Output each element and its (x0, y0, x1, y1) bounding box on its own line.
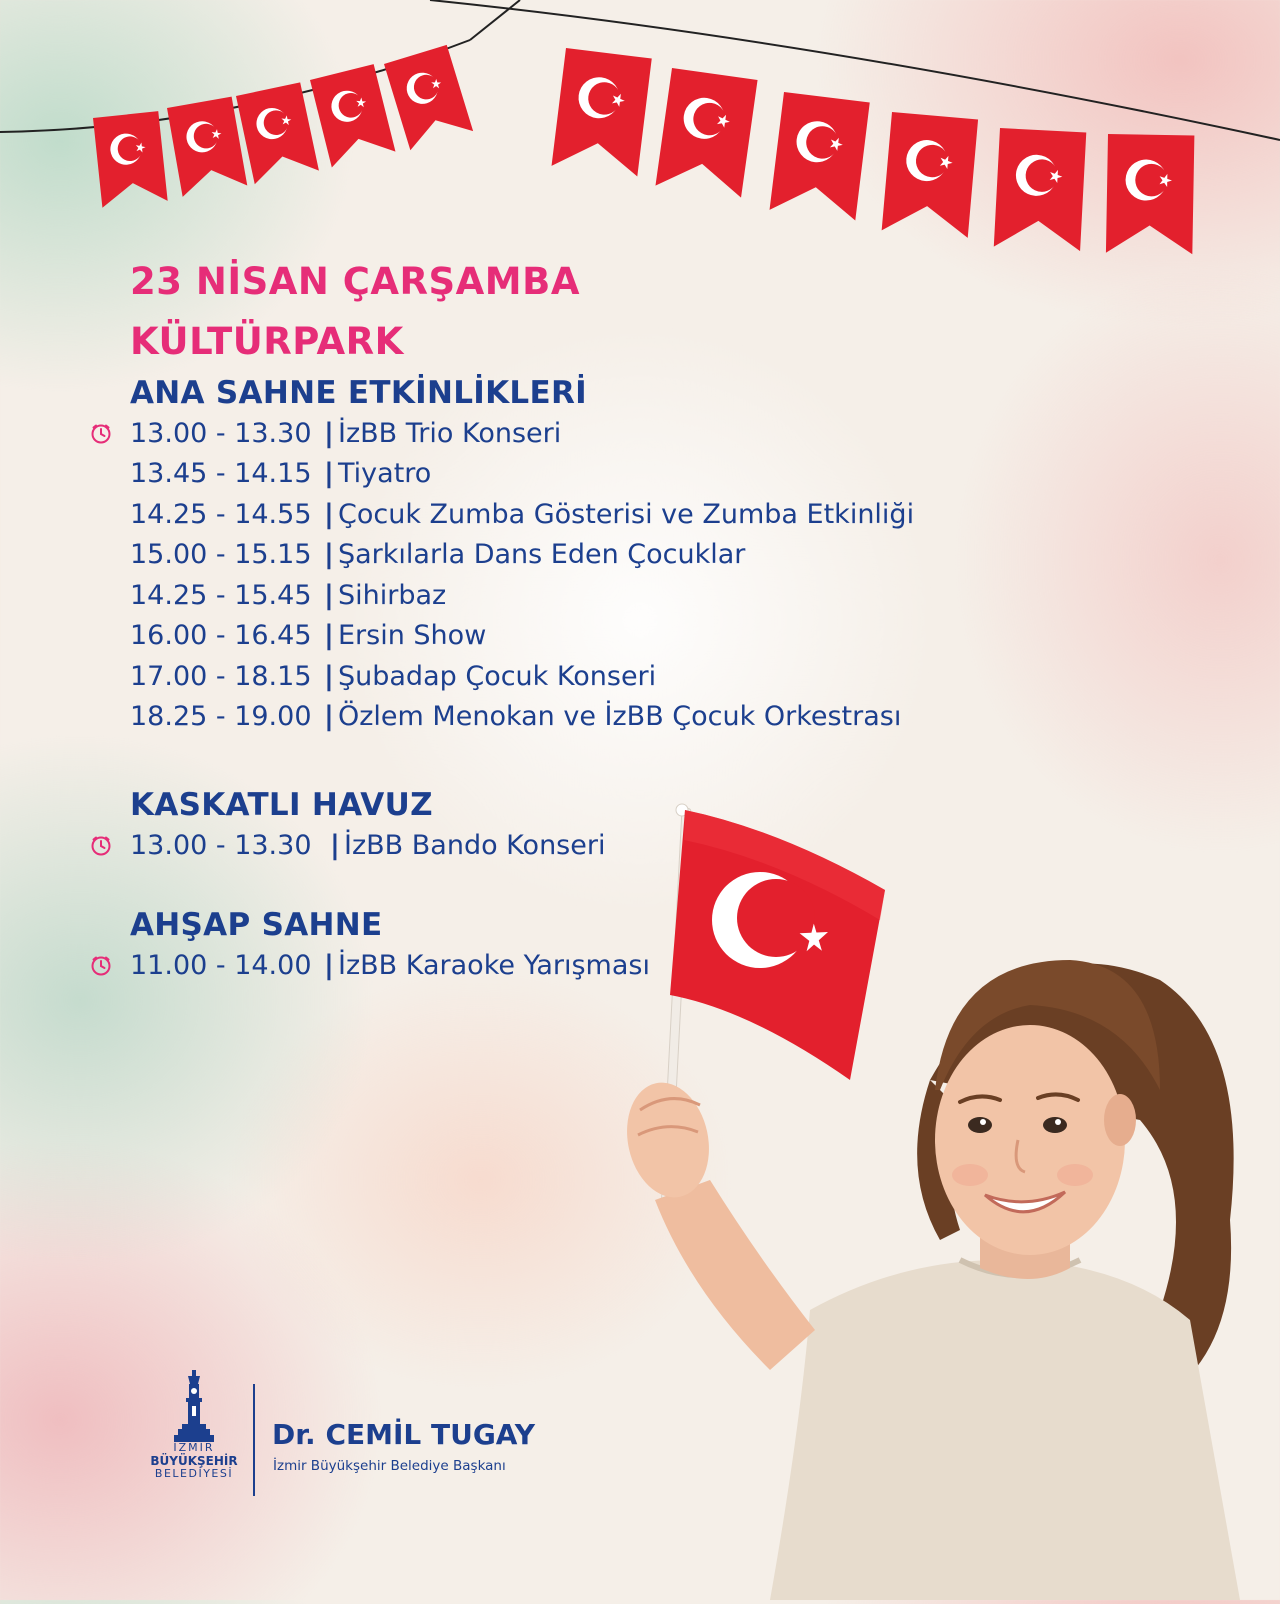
event-time: 16.00 - 16.45 (130, 620, 312, 652)
event-name: İzBB Bando Konseri (344, 829, 606, 861)
separator: | (324, 498, 334, 530)
clock-icon (90, 835, 112, 857)
event-time: 18.25 - 19.00 (130, 701, 312, 733)
mayor-title: İzmir Büyükşehir Belediye Başkanı (273, 1458, 506, 1474)
event-name: Şarkılarla Dans Eden Çocuklar (338, 539, 746, 571)
event-time: 14.25 - 14.55 (130, 498, 312, 530)
logo-text-belediyesi: BELEDİYESİ (154, 1467, 234, 1480)
separator: | (324, 458, 334, 490)
event-name: İzBB Trio Konseri (338, 417, 562, 449)
event-time: 14.25 - 15.45 (130, 579, 312, 611)
schedule-row (130, 535, 914, 576)
event-date: 23 NİSAN ÇARŞAMBA (130, 260, 580, 303)
separator: | (324, 620, 334, 652)
schedule-row (130, 697, 914, 738)
logo-text-buyuksehir: BÜYÜKŞEHİR (150, 1454, 238, 1468)
section-cascade-pool (130, 785, 605, 866)
event-time: 17.00 - 18.15 (130, 660, 312, 692)
section-wooden-stage (130, 905, 650, 986)
event-name: Ersin Show (338, 620, 487, 652)
child-with-flag-image (600, 790, 1280, 1600)
izmir-municipality-logo (140, 1370, 248, 1500)
schedule-row (130, 945, 650, 986)
event-name: Tiyatro (338, 458, 432, 490)
clock-icon (90, 423, 112, 445)
schedule-row (130, 454, 914, 495)
mayor-name: Dr. CEMİL TUGAY (272, 1418, 536, 1451)
separator: | (324, 701, 334, 733)
separator: | (324, 660, 334, 692)
clock-tower-icon (174, 1370, 214, 1442)
section-title: AHŞAP SAHNE (130, 907, 383, 943)
separator: | (324, 579, 334, 611)
section-title: KASKATLI HAVUZ (130, 787, 433, 823)
section-title: ANA SAHNE ETKİNLİKLERİ (130, 375, 587, 411)
logo-text-izmir: İZMİR (173, 1441, 215, 1454)
event-name: Özlem Menokan ve İzBB Çocuk Orkestrası (338, 701, 902, 733)
event-time: 11.00 - 14.00 (130, 949, 312, 981)
event-name: Şubadap Çocuk Konseri (338, 660, 657, 692)
separator: | (324, 949, 334, 981)
event-name: İzBB Karaoke Yarışması (338, 949, 650, 981)
event-name: Çocuk Zumba Gösterisi ve Zumba Etkinliği (338, 498, 915, 530)
schedule-row (130, 656, 914, 697)
event-header (130, 252, 580, 372)
separator: | (324, 539, 334, 571)
schedule-row (130, 413, 914, 454)
event-time: 15.00 - 15.15 (130, 539, 312, 571)
clock-icon (90, 955, 112, 977)
schedule-row (130, 575, 914, 616)
separator: | (324, 417, 334, 449)
footer-divider (253, 1384, 255, 1496)
event-time: 13.45 - 14.15 (130, 458, 312, 490)
event-time: 13.00 - 13.30 (130, 829, 312, 861)
section-main-stage (130, 373, 914, 737)
footer (140, 1370, 600, 1500)
separator: | (330, 829, 340, 861)
event-venue: KÜLTÜRPARK (130, 320, 404, 363)
schedule-row (130, 825, 605, 866)
schedule-row (130, 494, 914, 535)
schedule-row (130, 616, 914, 657)
event-time: 13.00 - 13.30 (130, 417, 312, 449)
event-name: Sihirbaz (338, 579, 447, 611)
